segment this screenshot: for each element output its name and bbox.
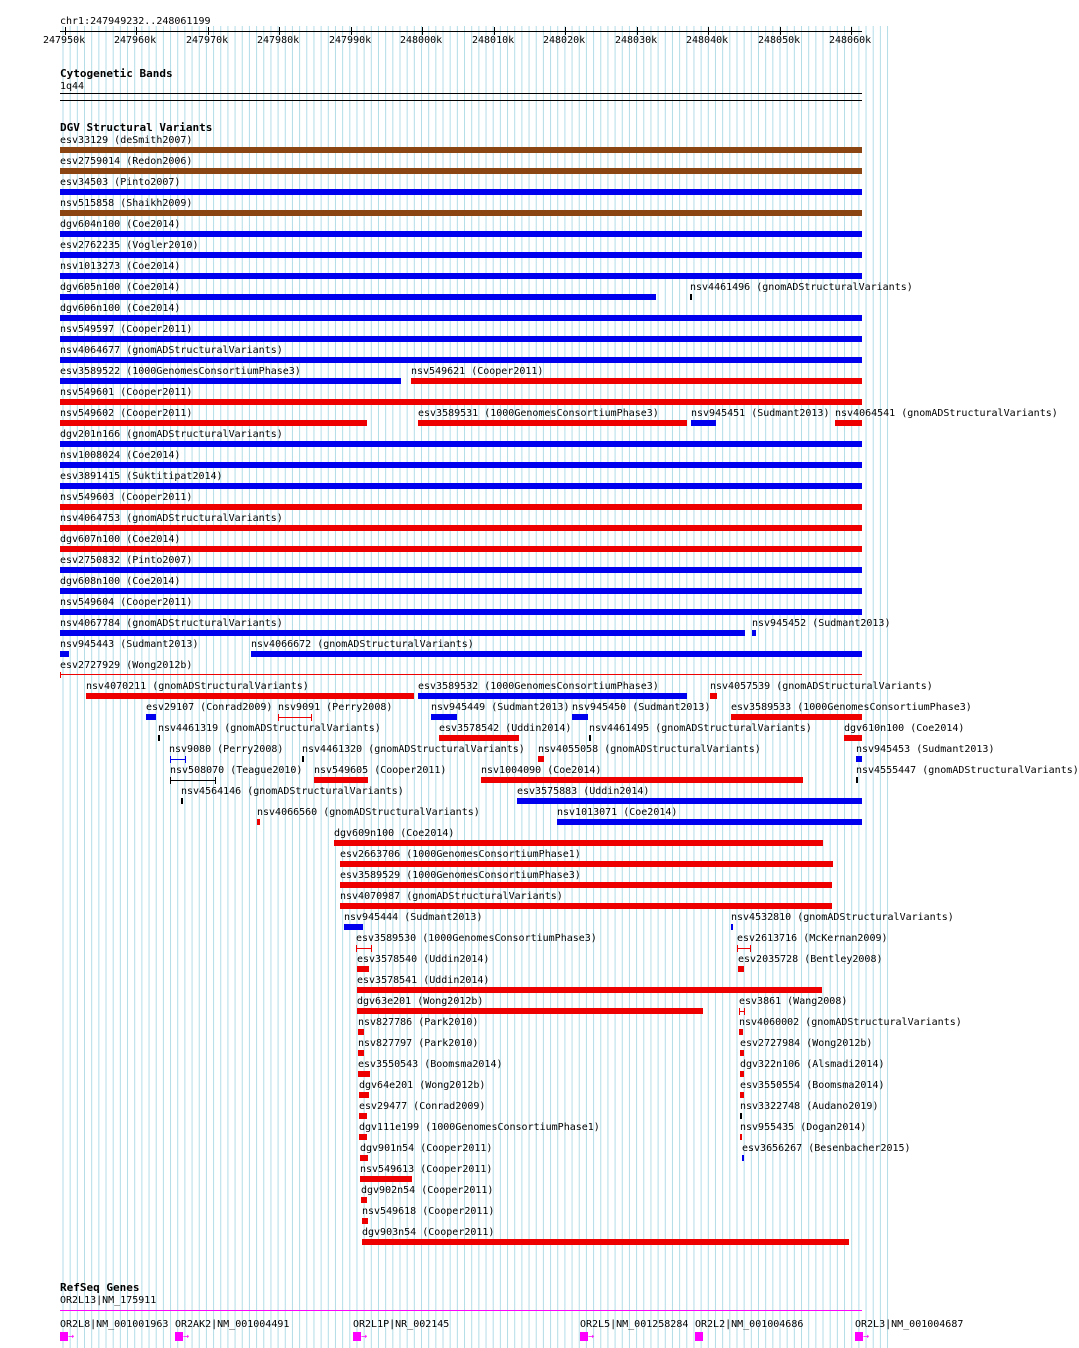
- gene-label[interactable]: OR2L3|NM_001004687: [855, 1319, 964, 1330]
- cytoband-line: [60, 93, 862, 94]
- feature-bar[interactable]: [572, 714, 588, 720]
- feature-bar[interactable]: [538, 756, 544, 762]
- feature-label[interactable]: esv3589530 (1000GenomesConsortiumPhase3): [356, 933, 597, 944]
- gene-label[interactable]: OR2AK2|NM_001004491: [175, 1319, 290, 1330]
- ruler-tick: [65, 27, 66, 35]
- feature-bar[interactable]: [340, 903, 832, 909]
- ruler-tick: [637, 27, 638, 35]
- feature-label[interactable]: esv3575883 (Uddin2014): [517, 786, 650, 797]
- feature-label[interactable]: nsv508070 (Teague2010): [170, 765, 303, 776]
- feature-bar[interactable]: [60, 378, 401, 384]
- feature-label[interactable]: nsv945452 (Sudmant2013): [752, 618, 891, 629]
- ruler-tick: [494, 27, 495, 35]
- feature-label[interactable]: nsv4461319 (gnomADStructuralVariants): [158, 723, 381, 734]
- feature-label[interactable]: nsv549604 (Cooper2011): [60, 597, 193, 608]
- feature-cap: [371, 945, 372, 952]
- gene-exon[interactable]: [175, 1332, 183, 1341]
- feature-bar[interactable]: [60, 147, 862, 153]
- refseq-track-title[interactable]: RefSeq Genes: [60, 1281, 140, 1294]
- feature-label[interactable]: esv2727929 (Wong2012b): [60, 660, 193, 671]
- feature-label[interactable]: esv3550543 (Boomsma2014): [358, 1059, 503, 1070]
- feature-label[interactable]: nsv549601 (Cooper2011): [60, 387, 193, 398]
- feature-label[interactable]: esv3550554 (Boomsma2014): [740, 1080, 885, 1091]
- feature-label[interactable]: nsv4067784 (gnomADStructuralVariants): [60, 618, 283, 629]
- feature-cap: [215, 777, 216, 784]
- feature-cap: [737, 945, 738, 952]
- feature-bar[interactable]: [731, 924, 733, 930]
- ruler-line: [60, 31, 862, 32]
- gene-label[interactable]: OR2L8|NM_001001963: [60, 1319, 169, 1330]
- feature-label[interactable]: nsv4461320 (gnomADStructuralVariants): [302, 744, 525, 755]
- feature-label[interactable]: dgv606n100 (Coe2014): [60, 303, 181, 314]
- ruler-tick: [208, 27, 209, 35]
- feature-label[interactable]: nsv1013071 (Coe2014): [557, 807, 678, 818]
- feature-label[interactable]: dgv63e201 (Wong2012b): [357, 996, 484, 1007]
- feature-bar[interactable]: [357, 987, 822, 993]
- feature-bar[interactable]: [752, 630, 756, 636]
- feature-bar[interactable]: [418, 693, 687, 699]
- feature-label[interactable]: esv3589532 (1000GenomesConsortiumPhase3): [418, 681, 659, 692]
- ruler-tick-label: 248060k: [829, 35, 872, 46]
- feature-label[interactable]: esv3578540 (Uddin2014): [357, 954, 490, 965]
- feature-bar[interactable]: [856, 756, 862, 762]
- feature-label[interactable]: nsv827797 (Park2010): [358, 1038, 479, 1049]
- feature-bar[interactable]: [357, 1008, 703, 1014]
- ruler-tick-label: 248010k: [472, 35, 515, 46]
- feature-label[interactable]: dgv607n100 (Coe2014): [60, 534, 181, 545]
- feature-bar[interactable]: [739, 1011, 745, 1012]
- feature-bar[interactable]: [439, 735, 519, 741]
- feature-label[interactable]: nsv4057539 (gnomADStructuralVariants): [710, 681, 933, 692]
- feature-bar[interactable]: [431, 714, 457, 720]
- feature-label[interactable]: nsv4060002 (gnomADStructuralVariants): [739, 1017, 962, 1028]
- feature-bar[interactable]: [60, 315, 862, 321]
- feature-bar[interactable]: [60, 504, 862, 510]
- feature-label[interactable]: nsv4532810 (gnomADStructuralVariants): [731, 912, 954, 923]
- feature-bar[interactable]: [356, 948, 372, 949]
- feature-label[interactable]: esv3589529 (1000GenomesConsortiumPhase3): [340, 870, 581, 881]
- feature-label[interactable]: nsv549618 (Cooper2011): [362, 1206, 495, 1217]
- feature-bar[interactable]: [60, 672, 61, 678]
- ruler-tick-label: 248030k: [615, 35, 658, 46]
- ruler-tick: [279, 27, 280, 35]
- feature-label[interactable]: dgv111e199 (1000GenomesConsortiumPhase1): [359, 1122, 600, 1133]
- feature-bar[interactable]: [60, 231, 862, 237]
- feature-bar[interactable]: [740, 1071, 744, 1077]
- ruler-tick-label: 248050k: [758, 35, 801, 46]
- feature-bar[interactable]: [344, 924, 363, 930]
- feature-bar[interactable]: [257, 819, 260, 825]
- feature-bar[interactable]: [710, 693, 717, 699]
- ruler-tick: [851, 27, 852, 35]
- feature-bar[interactable]: [517, 798, 862, 804]
- feature-label[interactable]: nsv955435 (Dogan2014): [740, 1122, 867, 1133]
- feature-bar[interactable]: [340, 882, 832, 888]
- ruler-tick-label: 247950k: [43, 35, 86, 46]
- gene-exon[interactable]: [695, 1332, 703, 1341]
- feature-bar[interactable]: [181, 798, 183, 804]
- feature-bar[interactable]: [60, 483, 862, 489]
- feature-label[interactable]: dgv605n100 (Coe2014): [60, 282, 181, 293]
- feature-bar[interactable]: [362, 1218, 368, 1224]
- feature-cap: [356, 945, 357, 952]
- feature-bar[interactable]: [278, 717, 312, 718]
- feature-cap: [185, 756, 186, 763]
- feature-label[interactable]: nsv4064677 (gnomADStructuralVariants): [60, 345, 283, 356]
- ruler-tick: [780, 27, 781, 35]
- feature-bar[interactable]: [302, 756, 304, 762]
- feature-bar[interactable]: [740, 1092, 744, 1098]
- feature-bar[interactable]: [358, 1071, 370, 1077]
- feature-cap: [750, 945, 751, 952]
- feature-label[interactable]: nsv1004090 (Coe2014): [481, 765, 602, 776]
- feature-label[interactable]: esv2727984 (Wong2012b): [740, 1038, 873, 1049]
- feature-bar[interactable]: [60, 462, 862, 468]
- feature-label[interactable]: nsv4070987 (gnomADStructuralVariants): [340, 891, 563, 902]
- ruler-tick: [565, 27, 566, 35]
- strand-arrow-icon: →: [863, 1331, 870, 1342]
- feature-cap: [170, 756, 171, 763]
- feature-label[interactable]: nsv945450 (Sudmant2013): [572, 702, 711, 713]
- feature-label[interactable]: esv3578541 (Uddin2014): [357, 975, 490, 986]
- location-label: chr1:247949232..248061199: [60, 16, 211, 27]
- feature-label[interactable]: esv2750832 (Pinto2007): [60, 555, 193, 566]
- feature-label[interactable]: nsv549605 (Cooper2011): [314, 765, 447, 776]
- ruler-tick-label: 248040k: [686, 35, 729, 46]
- feature-label[interactable]: esv33129 (deSmith2007): [60, 135, 193, 146]
- feature-bar[interactable]: [835, 420, 862, 426]
- feature-bar[interactable]: [60, 168, 862, 174]
- feature-bar[interactable]: [362, 1239, 849, 1245]
- feature-label[interactable]: nsv945449 (Sudmant2013): [431, 702, 570, 713]
- feature-cap: [744, 1008, 745, 1015]
- feature-label[interactable]: nsv4064541 (gnomADStructuralVariants): [835, 408, 1058, 419]
- feature-label[interactable]: dgv201n166 (gnomADStructuralVariants): [60, 429, 283, 440]
- feature-bar[interactable]: [742, 1155, 744, 1161]
- feature-bar[interactable]: [359, 1113, 367, 1119]
- feature-label[interactable]: nsv1013273 (Coe2014): [60, 261, 181, 272]
- feature-label[interactable]: nsv945451 (Sudmant2013): [691, 408, 830, 419]
- gene-exon[interactable]: [353, 1332, 361, 1341]
- feature-label[interactable]: nsv549602 (Cooper2011): [60, 408, 193, 419]
- ruler-tick: [351, 27, 352, 35]
- ruler-tick-label: 248000k: [400, 35, 443, 46]
- feature-bar[interactable]: [740, 1134, 742, 1140]
- feature-label[interactable]: nsv4461495 (gnomADStructuralVariants): [589, 723, 812, 734]
- feature-bar[interactable]: [60, 210, 862, 216]
- ruler-tick: [708, 27, 709, 35]
- feature-label[interactable]: esv2663706 (1000GenomesConsortiumPhase1): [340, 849, 581, 860]
- feature-bar[interactable]: [589, 735, 591, 741]
- feature-label[interactable]: nsv3322748 (Audano2019): [740, 1101, 879, 1112]
- cytoband-label: 1q44: [60, 81, 85, 92]
- feature-label[interactable]: nsv945443 (Sudmant2013): [60, 639, 199, 650]
- feature-bar[interactable]: [340, 861, 833, 867]
- gene-label[interactable]: OR2L2|NM_001004686: [695, 1319, 804, 1330]
- track-separator: [60, 100, 862, 101]
- feature-bar[interactable]: [360, 1155, 368, 1161]
- feature-label[interactable]: dgv609n100 (Coe2014): [334, 828, 455, 839]
- gene-exon[interactable]: [580, 1332, 588, 1341]
- feature-bar[interactable]: [60, 189, 862, 195]
- feature-bar[interactable]: [60, 609, 862, 615]
- feature-bar[interactable]: [158, 735, 160, 741]
- feature-bar[interactable]: [170, 759, 186, 760]
- feature-label[interactable]: nsv4064753 (gnomADStructuralVariants): [60, 513, 283, 524]
- feature-label[interactable]: nsv9080 (Perry2008): [169, 744, 284, 755]
- feature-label[interactable]: nsv4461496 (gnomADStructuralVariants): [690, 282, 913, 293]
- feature-label[interactable]: nsv4564146 (gnomADStructuralVariants): [181, 786, 404, 797]
- feature-label[interactable]: nsv549603 (Cooper2011): [60, 492, 193, 503]
- feature-bar[interactable]: [740, 1050, 744, 1056]
- feature-label[interactable]: dgv903n54 (Cooper2011): [362, 1227, 495, 1238]
- strand-arrow-icon: →: [68, 1331, 75, 1342]
- strand-arrow-icon: →: [361, 1331, 368, 1342]
- feature-bar[interactable]: [418, 420, 687, 426]
- feature-label[interactable]: nsv515858 (Shaikh2009): [60, 198, 193, 209]
- feature-bar[interactable]: [691, 420, 716, 426]
- feature-bar[interactable]: [60, 588, 862, 594]
- feature-label[interactable]: esv3589531 (1000GenomesConsortiumPhase3): [418, 408, 659, 419]
- gene-label[interactable]: OR2L13|NM_175911: [60, 1295, 157, 1306]
- feature-label[interactable]: esv3578542 (Uddin2014): [439, 723, 572, 734]
- feature-label[interactable]: nsv549621 (Cooper2011): [411, 366, 544, 377]
- gene-label[interactable]: OR2L5|NM_001258284: [580, 1319, 689, 1330]
- feature-bar[interactable]: [60, 525, 862, 531]
- feature-label[interactable]: esv3656267 (Besenbacher2015): [742, 1143, 911, 1154]
- feature-label[interactable]: esv3891415 (Suktitipat2014): [60, 471, 223, 482]
- feature-bar[interactable]: [60, 567, 862, 573]
- feature-bar[interactable]: [690, 294, 692, 300]
- feature-bar[interactable]: [60, 420, 367, 426]
- feature-label[interactable]: nsv827786 (Park2010): [358, 1017, 479, 1028]
- feature-label[interactable]: nsv4555447 (gnomADStructuralVariants): [856, 765, 1079, 776]
- feature-cap: [170, 777, 171, 784]
- feature-label[interactable]: dgv610n100 (Coe2014): [844, 723, 965, 734]
- feature-bar[interactable]: [357, 966, 369, 972]
- feature-label[interactable]: dgv604n100 (Coe2014): [60, 219, 181, 230]
- feature-bar[interactable]: [358, 1029, 364, 1035]
- feature-bar[interactable]: [60, 336, 862, 342]
- feature-bar[interactable]: [739, 1029, 743, 1035]
- feature-bar[interactable]: [170, 780, 216, 781]
- feature-bar[interactable]: [360, 1176, 412, 1182]
- gene-label[interactable]: OR2L1P|NR_002145: [353, 1319, 450, 1330]
- feature-bar[interactable]: [60, 273, 862, 279]
- gene-exon[interactable]: [855, 1332, 863, 1341]
- ruler-tick-label: 247980k: [257, 35, 300, 46]
- feature-cap: [739, 1008, 740, 1015]
- feature-bar[interactable]: [314, 777, 368, 783]
- feature-bar[interactable]: [86, 693, 414, 699]
- feature-label[interactable]: esv34503 (Pinto2007): [60, 177, 181, 188]
- feature-bar[interactable]: [60, 441, 862, 447]
- feature-bar[interactable]: [60, 546, 862, 552]
- feature-bar[interactable]: [60, 357, 862, 363]
- feature-label[interactable]: nsv4066560 (gnomADStructuralVariants): [257, 807, 480, 818]
- ruler-tick-label: 247970k: [186, 35, 229, 46]
- feature-label[interactable]: nsv1008024 (Coe2014): [60, 450, 181, 461]
- feature-bar[interactable]: [856, 777, 858, 783]
- feature-bar[interactable]: [60, 294, 656, 300]
- ruler-tick: [136, 27, 137, 35]
- feature-bar[interactable]: [358, 1050, 364, 1056]
- feature-bar[interactable]: [359, 1134, 367, 1140]
- gene-intron[interactable]: [60, 1310, 862, 1311]
- feature-bar[interactable]: [481, 777, 803, 783]
- strand-arrow-icon: →: [588, 1331, 595, 1342]
- feature-label[interactable]: dgv901n54 (Cooper2011): [360, 1143, 493, 1154]
- feature-label[interactable]: esv29477 (Conrad2009): [359, 1101, 486, 1112]
- feature-bar[interactable]: [146, 714, 156, 720]
- feature-label[interactable]: esv2762235 (Vogler2010): [60, 240, 199, 251]
- feature-bar[interactable]: [844, 735, 862, 741]
- feature-label[interactable]: esv3861 (Wang2008): [739, 996, 848, 1007]
- feature-bar[interactable]: [60, 252, 862, 258]
- feature-cap: [278, 714, 279, 721]
- feature-label[interactable]: nsv9091 (Perry2008): [278, 702, 393, 713]
- feature-bar[interactable]: [361, 1197, 367, 1203]
- feature-cap: [311, 714, 312, 721]
- feature-label[interactable]: dgv322n106 (Alsmadi2014): [740, 1059, 885, 1070]
- feature-label[interactable]: nsv549597 (Cooper2011): [60, 324, 193, 335]
- feature-bar[interactable]: [60, 651, 69, 657]
- cytoband-track-title[interactable]: Cytogenetic Bands: [60, 67, 173, 80]
- feature-label[interactable]: nsv549613 (Cooper2011): [360, 1164, 493, 1175]
- feature-label[interactable]: nsv4070211 (gnomADStructuralVariants): [86, 681, 309, 692]
- strand-arrow-icon: →: [183, 1331, 190, 1342]
- feature-label[interactable]: esv3589522 (1000GenomesConsortiumPhase3): [60, 366, 301, 377]
- feature-label[interactable]: esv29107 (Conrad2009): [146, 702, 273, 713]
- feature-bar[interactable]: [359, 1092, 369, 1098]
- ruler-tick-label: 247990k: [329, 35, 372, 46]
- feature-bar[interactable]: [740, 1113, 742, 1119]
- feature-label[interactable]: nsv945444 (Sudmant2013): [344, 912, 483, 923]
- feature-bar[interactable]: [557, 819, 862, 825]
- ruler-tick: [422, 27, 423, 35]
- feature-bar[interactable]: [60, 399, 862, 405]
- feature-label[interactable]: dgv64e201 (Wong2012b): [359, 1080, 486, 1091]
- feature-label[interactable]: nsv945453 (Sudmant2013): [856, 744, 995, 755]
- feature-label[interactable]: esv2035728 (Bentley2008): [738, 954, 883, 965]
- feature-bar[interactable]: [60, 674, 862, 675]
- feature-bar[interactable]: [60, 630, 745, 636]
- ruler-tick-label: 248020k: [543, 35, 586, 46]
- feature-label[interactable]: nsv4055058 (gnomADStructuralVariants): [538, 744, 761, 755]
- feature-label[interactable]: dgv902n54 (Cooper2011): [361, 1185, 494, 1196]
- ruler-tick-label: 247960k: [114, 35, 157, 46]
- feature-bar[interactable]: [334, 840, 823, 846]
- feature-label[interactable]: esv3589533 (1000GenomesConsortiumPhase3): [731, 702, 972, 713]
- gene-exon[interactable]: [60, 1332, 68, 1341]
- feature-bar[interactable]: [731, 714, 862, 720]
- feature-bar[interactable]: [738, 966, 744, 972]
- feature-bar[interactable]: [251, 651, 862, 657]
- feature-label[interactable]: esv2613716 (McKernan2009): [737, 933, 888, 944]
- feature-bar[interactable]: [737, 948, 751, 949]
- feature-label[interactable]: esv2759014 (Redon2006): [60, 156, 193, 167]
- feature-label[interactable]: nsv4066672 (gnomADStructuralVariants): [251, 639, 474, 650]
- feature-bar[interactable]: [411, 378, 862, 384]
- dgv-track-title[interactable]: DGV Structural Variants: [60, 121, 213, 134]
- feature-label[interactable]: dgv608n100 (Coe2014): [60, 576, 181, 587]
